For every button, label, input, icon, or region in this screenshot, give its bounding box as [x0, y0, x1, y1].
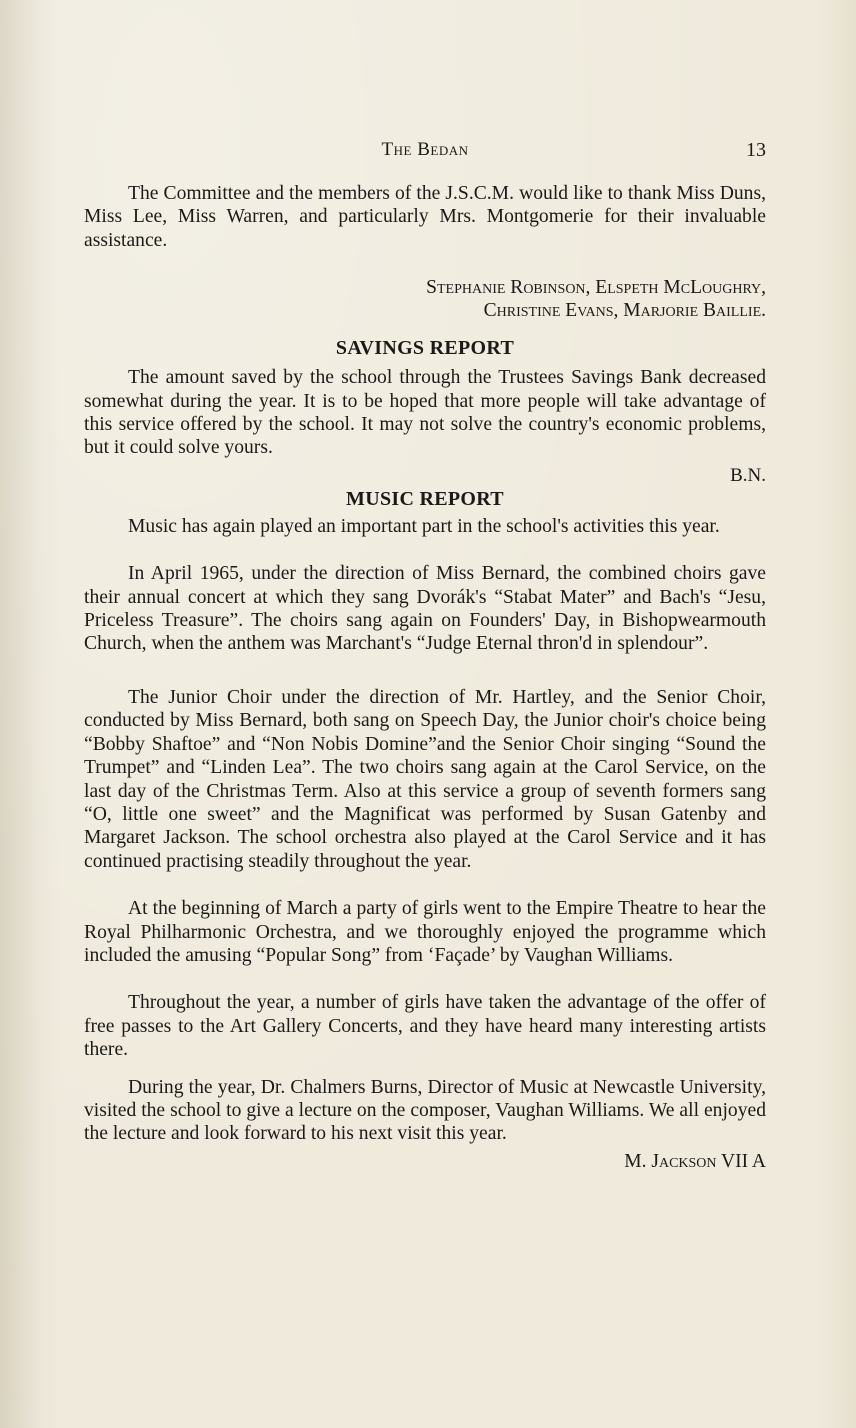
signatories-line-1: Stephanie Robinson, Elspeth McLoughry, [426, 277, 766, 299]
savings-paragraph: The amount saved by the school through the Trustees Savings Bank decreased somewhat during the year. It is to be hoped that more people will take advantage of this service offered by the school. It may not solve the country's economic problems, but it could solve yours. [84, 367, 766, 459]
committee-paragraph: The Committee and the members of the J.S.C.M. would like to thank Miss Duns, Miss Lee, Miss Warren, and particularly Mrs. Montgomerie for their invaluable assistance. [84, 183, 766, 251]
page-edge-shadow [0, 0, 60, 1428]
page-content [84, 182, 766, 1173]
music-report-heading: MUSIC REPORT [346, 487, 504, 510]
page-header [84, 139, 766, 165]
music-paragraph-4: At the beginning of March a party of girls went to the Empire Theatre to hear the Royal Philharmonic Orchestra, and we thoroughly enjoyed the programme which included the amusing “Popular Song” from ‘Façade’ by Vaughan Williams. [84, 898, 766, 966]
savings-report-heading: SAVINGS REPORT [335, 337, 515, 360]
signatories-line-2: Christine Evans, Marjorie Baillie. [483, 300, 766, 322]
music-paragraph-6: During the year, Dr. Chalmers Burns, Director of Music at Newcastle University, visited the school to give a lecture on the composer, Vaughan Williams. We all enjoyed the lecture and look forward to his next visit this year. [84, 1076, 766, 1145]
savings-initials: B.N. [730, 464, 766, 486]
running-title: The Bedan [381, 139, 469, 160]
page-number: 13 [746, 139, 766, 161]
music-report-signature: M. Jackson VII A [624, 1150, 766, 1172]
music-paragraph-1: Music has again played an important part in the school's activities this year. [128, 515, 720, 537]
committee-signatories [84, 276, 766, 322]
music-paragraph-5: Throughout the year, a number of girls have taken the advantage of the offer of free passes to the Art Gallery Concerts, and they have heard many interesting artists there. [84, 992, 766, 1061]
music-paragraph-3: The Junior Choir under the direction of Mr. Hartley, and the Senior Choir, conducted by Miss Bernard, both sang on Speech Day, the Junior choir's choice being “Bobby Shaftoe” and “Non Nobis Domine”and the Senior Choir singing “Sound the Trumpet” and “Linden Lea”. The two choirs sang again at the Carol Service, on the last day of the Christmas Term. Also at this service a group of seventh formers sang “O, little one sweet” and the Magnificat was performed by Susan Gatenby and Margaret Jackson. The school orchestra also played at the Carol Service and it has continued practising steadily throughout the year. [84, 686, 766, 872]
music-paragraph-2: In April 1965, under the direction of Miss Bernard, the combined choirs gave their annual concert at which they sang Dvorák's “Stabat Mater” and Bach's “Jesu, Priceless Treasure”. The choirs sang again on Founders' Day, in Bishopwearmouth Church, when the anthem was Marchant's “Judge Eternal thron'd in splendour”. [84, 563, 766, 655]
